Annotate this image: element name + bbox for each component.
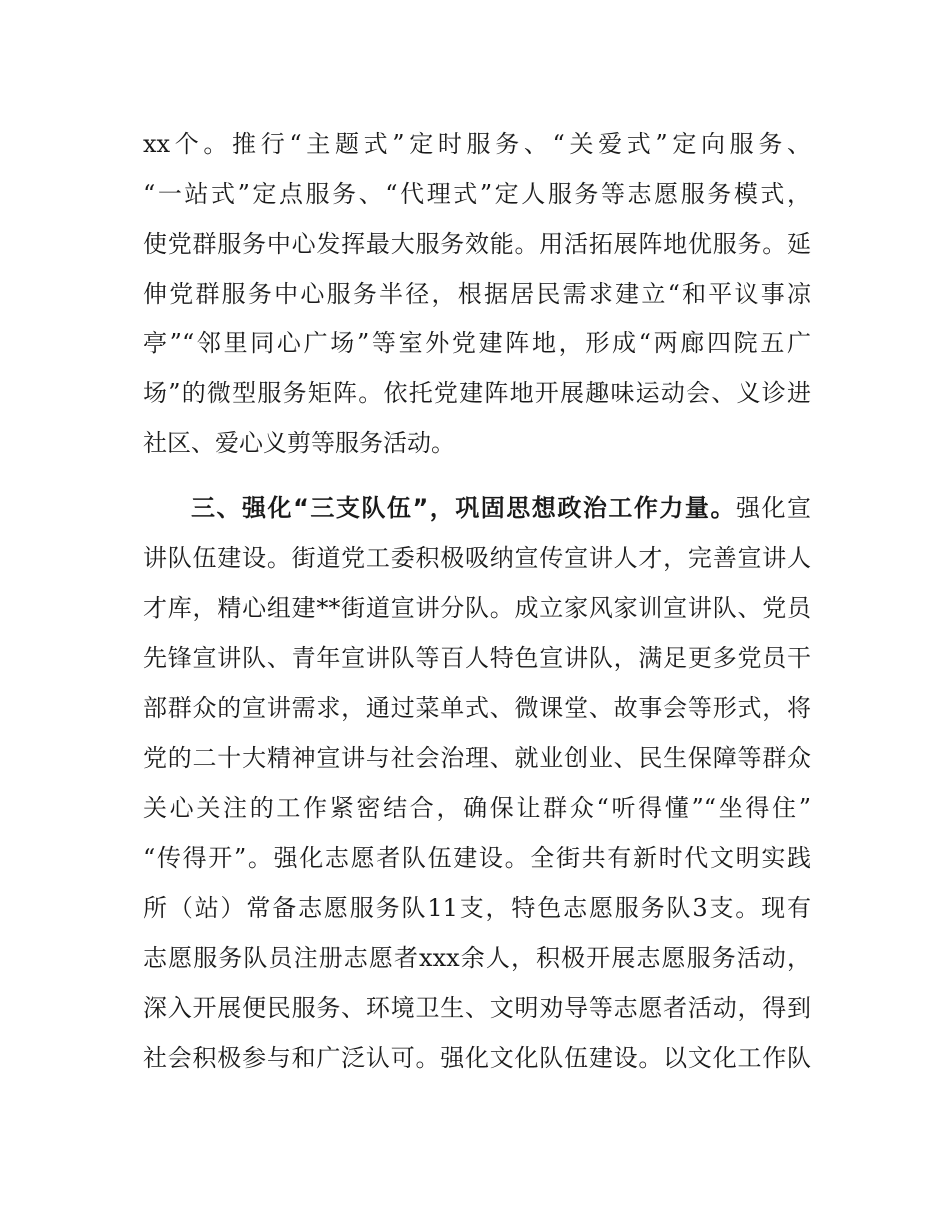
paragraph-line: 社会积极参与和广泛认可。强化文化队伍建设。以文化工作队 [143,1044,811,1072]
paragraph-line: 所（站）常备志愿服务队11支，特色志愿服务队3支。现有 [143,894,811,922]
paragraph-line: 先锋宣讲队、青年宣讲队等百人特色宣讲队，满足更多党员干 [143,644,811,672]
paragraph-line: 讲队伍建设。街道党工委积极吸纳宣传宣讲人才，完善宣讲人 [143,544,811,572]
paragraph-line: 亭”“邻里同心广场”等室外党建阵地，形成“两廊四院五广 [143,329,811,357]
paragraph-line: 伸党群服务中心服务半径，根据居民需求建立“和平议事凉 [143,280,811,308]
paragraph-line: xx个。推行“主题式”定时服务、“关爱式”定向服务、 [143,130,811,158]
paragraph-line: 社区、爱心义剪等服务活动。 [143,429,455,457]
paragraph-line: 志愿服务队员注册志愿者xxx余人，积极开展志愿服务活动， [143,944,811,972]
paragraph-line: 使党群服务中心发挥最大服务效能。用活拓展阵地优服务。延 [143,230,811,258]
paragraph-line: 才库，精心组建**街道宣讲分队。成立家风家训宣讲队、党员 [143,594,811,622]
paragraph-line: 部群众的宣讲需求，通过菜单式、微课堂、故事会等形式，将 [143,694,811,722]
paragraph-line: “传得开”。强化志愿者队伍建设。全街共有新时代文明实践 [143,844,811,872]
paragraph-line-rest: 强化宣 [735,494,812,522]
section-heading: 三、强化“三支队伍”，巩固思想政治工作力量。 [191,494,736,522]
paragraph-line: 深入开展便民服务、环境卫生、文明劝导等志愿者活动，得到 [143,994,811,1022]
paragraph-first-line [191,492,811,524]
paragraph-line: 党的二十大精神宣讲与社会治理、就业创业、民生保障等群众 [143,744,811,772]
paragraph-line: 场”的微型服务矩阵。依托党建阵地开展趣味运动会、义诊进 [143,379,811,407]
paragraph-line: “一站式”定点服务、“代理式”定人服务等志愿服务模式， [143,180,811,208]
paragraph-line: 关心关注的工作紧密结合，确保让群众“听得懂”“坐得住” [143,794,811,822]
